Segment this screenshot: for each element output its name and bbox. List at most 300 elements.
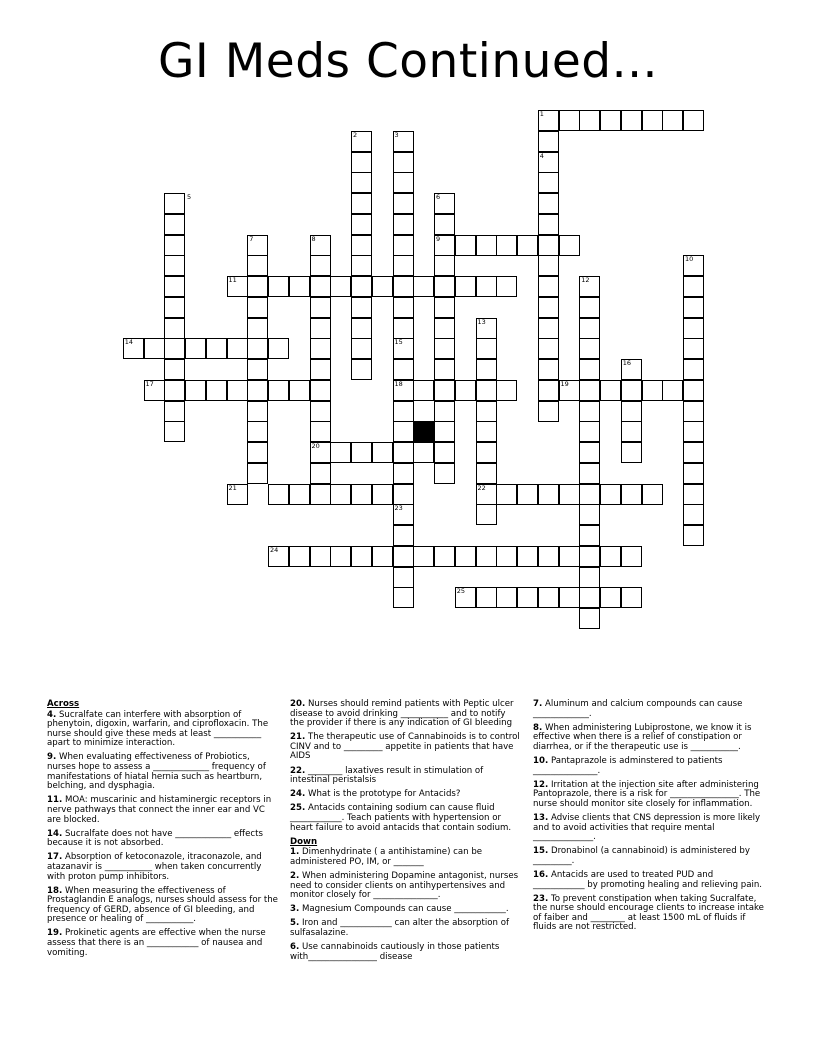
grid-cell[interactable] <box>476 235 497 256</box>
clue-number-label: 14. <box>47 828 63 839</box>
grid-cell[interactable] <box>393 276 414 297</box>
down-clues-column <box>533 700 765 937</box>
grid-cell[interactable] <box>164 380 185 401</box>
grid-cell[interactable] <box>393 255 414 276</box>
clue-number: 24 <box>270 545 279 554</box>
clue-number: 10 <box>685 255 694 264</box>
grid-cell[interactable] <box>393 421 414 442</box>
grid-cell[interactable] <box>476 276 497 297</box>
clue-text: Use cannabinoids cautiously in those patients with________________ disease <box>290 941 500 962</box>
clue-number-label: 16. <box>533 869 549 880</box>
grid-cell[interactable] <box>434 546 455 567</box>
clue-number-label: 10. <box>533 755 549 766</box>
grid-cell[interactable] <box>310 338 331 359</box>
grid-cell[interactable] <box>413 546 434 567</box>
grid-cell[interactable] <box>268 276 289 297</box>
grid-cell[interactable] <box>351 172 372 193</box>
clue-number-label: 13. <box>533 812 549 823</box>
grid-cell[interactable] <box>455 235 476 256</box>
grid-cell[interactable] <box>559 110 580 131</box>
grid-cell[interactable] <box>310 463 331 484</box>
grid-cell[interactable] <box>330 442 351 463</box>
clue-number: 21 <box>228 483 237 492</box>
clue-text: What is the prototype for Antacids? <box>305 789 461 800</box>
grid-cell[interactable] <box>164 318 185 339</box>
grid-cell[interactable] <box>496 276 517 297</box>
grid-cell[interactable] <box>434 297 455 318</box>
grid-cell[interactable] <box>579 359 600 380</box>
grid-cell[interactable] <box>310 401 331 422</box>
clue-number-label: 22. <box>290 765 306 776</box>
clue-text: Sucralfate does not have _____________ effects because it is not absorbed. <box>47 828 263 849</box>
grid-cell[interactable] <box>393 525 414 546</box>
grid-cell[interactable] <box>247 359 268 380</box>
grid-cell[interactable] <box>372 276 393 297</box>
grid-cell[interactable] <box>393 567 414 588</box>
grid-cell[interactable] <box>538 214 559 235</box>
grid-cell[interactable] <box>538 359 559 380</box>
grid-cell[interactable] <box>683 525 704 546</box>
grid-cell[interactable] <box>496 235 517 256</box>
grid-cell[interactable] <box>683 359 704 380</box>
grid-cell[interactable] <box>476 380 497 401</box>
grid-cell[interactable] <box>310 380 331 401</box>
grid-cell[interactable] <box>538 380 559 401</box>
clue-number: 20 <box>311 442 320 450</box>
clue-text: When administering Dopamine antagonist, nurses need to consider clients on antihypertensives and monitor closely for _______________. <box>290 870 519 901</box>
across-down-clues-column <box>290 700 522 967</box>
clue-number: 6 <box>436 193 441 201</box>
grid-cell[interactable] <box>393 401 414 422</box>
clue-text: MOA: muscarinic and histaminergic receptors in nerve pathways that connect the inner ear and VC are blocked. <box>47 795 272 825</box>
grid-cell[interactable] <box>517 484 538 505</box>
clue-text: When evaluating effectiveness of Probiotics, nurses hope to assess a _____________ frequency of manifestations of hiatal hernia such as heartburn, belching, and dysphagia. <box>47 752 266 792</box>
clue-number: 17 <box>145 379 154 388</box>
clue-number: 12 <box>581 276 590 284</box>
grid-cell[interactable] <box>393 172 414 193</box>
grid-cell[interactable] <box>476 338 497 359</box>
grid-cell[interactable] <box>289 484 310 505</box>
grid-cell[interactable] <box>310 318 331 339</box>
grid-cell[interactable] <box>351 484 372 505</box>
grid-cell[interactable] <box>268 338 289 359</box>
grid-cell[interactable] <box>621 587 642 608</box>
grid-cell[interactable] <box>538 193 559 214</box>
grid-cell[interactable] <box>351 297 372 318</box>
grid-cell[interactable] <box>476 359 497 380</box>
clue <box>47 929 279 958</box>
grid-cell[interactable] <box>351 255 372 276</box>
grid-cell[interactable] <box>559 587 580 608</box>
clue-number: 19 <box>560 379 569 388</box>
grid-cell[interactable] <box>372 484 393 505</box>
grid-cell[interactable] <box>621 442 642 463</box>
grid-cell[interactable] <box>351 359 372 380</box>
clue-number: 16 <box>622 359 632 367</box>
clue-text: Iron and ____________ can alter the absorption of sulfasalazine. <box>290 918 509 938</box>
grid-cell[interactable] <box>393 546 414 567</box>
grid-cell[interactable] <box>434 214 455 235</box>
clue-number: 4 <box>539 151 544 160</box>
clue-number: 2 <box>353 130 358 139</box>
clue-number: 22 <box>477 483 486 492</box>
grid-cell[interactable] <box>538 297 559 318</box>
clue-text: When administering Lubiprostone, we know it is effective when there is a relief of constipation or diarrhea, or if the therapeutic use is ___________. <box>533 722 752 752</box>
grid-cell[interactable] <box>538 255 559 276</box>
grid-cell[interactable] <box>227 338 248 359</box>
page-title: GI Meds Continued... <box>158 34 658 89</box>
grid-cell[interactable] <box>351 235 372 256</box>
grid-cell[interactable] <box>268 484 289 505</box>
grid-cell[interactable] <box>413 442 434 463</box>
grid-cell[interactable] <box>393 152 414 173</box>
black-cell <box>413 421 434 442</box>
clue <box>533 724 765 753</box>
grid-cell[interactable] <box>164 193 185 214</box>
clue-number-label: 24. <box>290 789 306 800</box>
grid-cell[interactable] <box>164 338 185 359</box>
clue-text: Irritation at the injection site after administering Pantoprazole, there is a risk for ________________. The nurse should monitor site closely for inflammation. <box>533 779 761 809</box>
grid-cell[interactable] <box>330 484 351 505</box>
grid-cell[interactable] <box>600 546 621 567</box>
clue-text: Sucralfate can interfere with absorption of phenytoin, digoxin, warfarin, and ciprofloxacin. The nurse should give these meds at least ___________ apart to minimize interaction. <box>47 709 269 749</box>
grid-cell[interactable] <box>579 608 600 629</box>
grid-cell[interactable] <box>600 110 621 131</box>
grid-cell[interactable] <box>496 587 517 608</box>
clue <box>290 905 522 915</box>
grid-cell[interactable] <box>247 255 268 276</box>
grid-cell[interactable] <box>310 421 331 442</box>
grid-cell[interactable] <box>579 110 600 131</box>
grid-cell[interactable] <box>683 380 704 401</box>
grid-cell[interactable] <box>579 421 600 442</box>
clue-number-label: 9. <box>47 752 57 763</box>
clue-number-label: 2. <box>290 870 300 881</box>
grid-cell[interactable] <box>579 504 600 525</box>
grid-cell[interactable] <box>476 442 497 463</box>
grid-cell[interactable] <box>393 359 414 380</box>
grid-cell[interactable] <box>683 338 704 359</box>
grid-cell[interactable] <box>642 484 663 505</box>
grid-cell[interactable] <box>310 484 331 505</box>
grid-cell[interactable] <box>517 587 538 608</box>
clue <box>47 796 279 825</box>
grid-cell[interactable] <box>434 276 455 297</box>
grid-cell[interactable] <box>393 297 414 318</box>
grid-cell[interactable] <box>517 546 538 567</box>
clue-number-label: 1. <box>290 847 300 858</box>
grid-cell[interactable] <box>683 442 704 463</box>
grid-cell[interactable] <box>538 131 559 152</box>
clue <box>533 814 765 843</box>
grid-cell[interactable] <box>621 546 642 567</box>
clue <box>290 700 522 729</box>
grid-cell[interactable] <box>289 546 310 567</box>
grid-cell[interactable] <box>538 546 559 567</box>
grid-cell[interactable] <box>621 421 642 442</box>
clue-text: Dronabinol (a cannabinoid) is administered by _________. <box>533 846 750 866</box>
clue <box>533 871 765 890</box>
clue-text: Prokinetic agents are effective when the nurse assess that there is an ____________ of nausea and vomiting. <box>47 928 266 958</box>
clue-text: Nurses should remind patients with Peptic ulcer disease to avoid drinking ___________ and to notify the provider if there is any indication of GI bleeding <box>290 699 514 729</box>
grid-cell[interactable] <box>538 484 559 505</box>
clue <box>533 781 765 810</box>
clue-number-label: 6. <box>290 941 300 952</box>
grid-cell[interactable] <box>268 380 289 401</box>
clue <box>47 830 279 849</box>
grid-cell[interactable] <box>621 401 642 422</box>
grid-cell[interactable] <box>476 504 497 525</box>
grid-cell[interactable] <box>393 193 414 214</box>
grid-cell[interactable] <box>496 546 517 567</box>
clue-number-label: 21. <box>290 732 306 743</box>
grid-cell[interactable] <box>600 587 621 608</box>
grid-cell[interactable] <box>393 587 414 608</box>
grid-cell[interactable] <box>351 214 372 235</box>
grid-cell[interactable] <box>476 401 497 422</box>
clue <box>290 804 522 833</box>
clue-text: When measuring the effectiveness of Prostaglandin E analogs, nurses should assess for the frequency of GERD, absence of GI bleeding, and presence or healing of ___________. <box>47 885 278 925</box>
clue-number-label: 4. <box>47 709 57 720</box>
clue-number-label: 12. <box>533 779 549 790</box>
grid-cell[interactable] <box>289 276 310 297</box>
grid-cell[interactable] <box>247 297 268 318</box>
grid-cell[interactable] <box>621 380 642 401</box>
grid-cell[interactable] <box>600 380 621 401</box>
grid-cell[interactable] <box>662 380 683 401</box>
grid-cell[interactable] <box>455 276 476 297</box>
grid-cell[interactable] <box>393 235 414 256</box>
grid-cell[interactable] <box>517 235 538 256</box>
grid-cell[interactable] <box>164 421 185 442</box>
grid-cell[interactable] <box>434 338 455 359</box>
grid-cell[interactable] <box>310 255 331 276</box>
grid-cell[interactable] <box>559 235 580 256</box>
clue <box>47 853 279 882</box>
grid-cell[interactable] <box>247 421 268 442</box>
grid-cell[interactable] <box>579 463 600 484</box>
clue-list-across-1 <box>47 711 279 959</box>
clue-number-label: 5. <box>290 918 300 929</box>
grid-cell[interactable] <box>579 380 600 401</box>
clue-text: Dimenhydrinate ( a antihistamine) can be administered PO, IM, or _______ <box>290 847 483 867</box>
grid-cell[interactable] <box>372 442 393 463</box>
grid-cell[interactable] <box>579 297 600 318</box>
grid-cell[interactable] <box>310 359 331 380</box>
grid-cell[interactable] <box>559 484 580 505</box>
grid-cell[interactable] <box>185 338 206 359</box>
grid-cell[interactable] <box>310 276 331 297</box>
grid-cell[interactable] <box>289 380 310 401</box>
clue-number: 25 <box>456 587 466 596</box>
grid-cell[interactable] <box>247 401 268 422</box>
clue <box>47 753 279 791</box>
grid-cell[interactable] <box>683 401 704 422</box>
grid-cell[interactable] <box>247 463 268 484</box>
clue-number: 23 <box>394 504 403 513</box>
grid-cell[interactable] <box>683 318 704 339</box>
clue-text: ________ laxatives result in stimulation of intestinal peristalsis <box>290 765 484 786</box>
grid-cell[interactable] <box>683 297 704 318</box>
grid-cell[interactable] <box>164 401 185 422</box>
clue-text: Antacids containing sodium can cause fluid ____________. Teach patients with hypertension or heart failure to avoid antacids that contain sodium. <box>290 803 512 833</box>
clue-text: Advise clients that CNS depression is more likely and to avoid activities that require mental ______________. <box>533 812 761 843</box>
clue <box>290 790 522 800</box>
grid-cell[interactable] <box>310 546 331 567</box>
grid-cell[interactable] <box>683 484 704 505</box>
clue-number-label: 20. <box>290 699 306 709</box>
grid-cell[interactable] <box>579 567 600 588</box>
clue-number: 15 <box>394 338 403 347</box>
grid-cell[interactable] <box>476 463 497 484</box>
grid-cell[interactable] <box>185 380 206 401</box>
grid-cell[interactable] <box>351 152 372 173</box>
grid-cell[interactable] <box>683 276 704 297</box>
grid-cell[interactable] <box>434 359 455 380</box>
grid-cell[interactable] <box>476 587 497 608</box>
grid-cell[interactable] <box>496 484 517 505</box>
grid-cell[interactable] <box>600 484 621 505</box>
grid-cell[interactable] <box>164 255 185 276</box>
grid-cell[interactable] <box>351 318 372 339</box>
clue <box>290 872 522 901</box>
clue <box>47 887 279 925</box>
clue-list-down-1 <box>290 848 522 962</box>
grid-cell[interactable] <box>538 338 559 359</box>
grid-cell[interactable] <box>393 318 414 339</box>
clue-text: The therapeutic use of Cannabinoids is to control CINV and to _________ appetite in patients that have AIDS <box>290 732 520 762</box>
grid-cell[interactable] <box>413 276 434 297</box>
grid-cell[interactable] <box>393 484 414 505</box>
grid-cell[interactable] <box>496 380 517 401</box>
grid-cell[interactable] <box>579 587 600 608</box>
clue-text: Aluminum and calcium compounds can cause _____________. <box>533 699 743 719</box>
grid-cell[interactable] <box>476 421 497 442</box>
clue-list-down-2 <box>533 700 765 933</box>
grid-cell[interactable] <box>476 546 497 567</box>
grid-cell[interactable] <box>393 463 414 484</box>
clue <box>290 943 522 962</box>
grid-cell[interactable] <box>579 525 600 546</box>
clue-number: 7 <box>249 234 254 243</box>
clue <box>533 757 765 776</box>
clue-number: 3 <box>394 130 399 139</box>
clue-text: Absorption of ketoconazole, itraconazole, and atazanavir is ___________ when taken concurrently with proton pump inhibitors. <box>47 852 262 882</box>
grid-cell[interactable] <box>144 338 165 359</box>
clue-number: 1 <box>539 110 544 118</box>
grid-cell[interactable] <box>247 442 268 463</box>
clue-number: 11 <box>228 276 237 284</box>
grid-cell[interactable] <box>206 380 227 401</box>
grid-cell[interactable] <box>164 235 185 256</box>
grid-cell[interactable] <box>164 359 185 380</box>
grid-cell[interactable] <box>434 401 455 422</box>
grid-cell[interactable] <box>351 442 372 463</box>
clue <box>290 733 522 762</box>
grid-cell[interactable] <box>247 338 268 359</box>
clue-list-across-2 <box>290 700 522 833</box>
grid-cell[interactable] <box>393 214 414 235</box>
grid-cell[interactable] <box>434 380 455 401</box>
clue-number-label: 17. <box>47 852 63 863</box>
grid-cell[interactable] <box>434 318 455 339</box>
grid-cell[interactable] <box>538 401 559 422</box>
clue <box>47 711 279 749</box>
grid-cell[interactable] <box>683 463 704 484</box>
grid-cell[interactable] <box>164 297 185 318</box>
grid-cell[interactable] <box>247 276 268 297</box>
grid-cell[interactable] <box>206 338 227 359</box>
grid-cell[interactable] <box>579 442 600 463</box>
clue-number: 5 <box>187 193 192 201</box>
grid-cell[interactable] <box>683 110 704 131</box>
clue-number: 18 <box>394 379 403 388</box>
grid-cell[interactable] <box>538 235 559 256</box>
grid-cell[interactable] <box>683 504 704 525</box>
grid-cell[interactable] <box>642 110 663 131</box>
across-clues-column <box>47 700 279 963</box>
grid-cell[interactable] <box>227 380 248 401</box>
grid-cell[interactable] <box>579 546 600 567</box>
clue-number: 14 <box>124 338 134 347</box>
clue-text: Antacids are used to treated PUD and ____________ by promoting healing and relieving pain. <box>533 869 763 890</box>
grid-cell[interactable] <box>538 318 559 339</box>
grid-cell[interactable] <box>455 380 476 401</box>
grid-cell[interactable] <box>351 193 372 214</box>
clue-number-label: 8. <box>533 722 543 733</box>
clue <box>533 700 765 719</box>
grid-cell[interactable] <box>164 276 185 297</box>
grid-cell[interactable] <box>662 110 683 131</box>
grid-cell[interactable] <box>621 484 642 505</box>
grid-cell[interactable] <box>683 421 704 442</box>
grid-cell[interactable] <box>351 546 372 567</box>
grid-cell[interactable] <box>538 276 559 297</box>
grid-cell[interactable] <box>579 484 600 505</box>
grid-cell[interactable] <box>434 421 455 442</box>
grid-cell[interactable] <box>393 442 414 463</box>
grid-cell[interactable] <box>642 380 663 401</box>
grid-cell[interactable] <box>538 587 559 608</box>
grid-cell[interactable] <box>434 442 455 463</box>
clue-text: Magnesium Compounds can cause ____________. <box>299 904 509 915</box>
grid-cell[interactable] <box>351 276 372 297</box>
grid-cell[interactable] <box>434 255 455 276</box>
grid-cell[interactable] <box>538 172 559 193</box>
grid-cell[interactable] <box>310 297 331 318</box>
clue-number-label: 18. <box>47 885 63 896</box>
grid-cell[interactable] <box>330 546 351 567</box>
grid-cell[interactable] <box>247 380 268 401</box>
clue-number-label: 25. <box>290 803 306 814</box>
grid-cell[interactable] <box>330 276 351 297</box>
grid-cell[interactable] <box>351 338 372 359</box>
grid-cell[interactable] <box>413 380 434 401</box>
grid-cell[interactable] <box>559 546 580 567</box>
clue-number: 8 <box>311 234 316 243</box>
grid-cell[interactable] <box>247 318 268 339</box>
grid-cell[interactable] <box>372 546 393 567</box>
grid-cell[interactable] <box>455 546 476 567</box>
clue <box>290 767 522 786</box>
grid-cell[interactable] <box>434 463 455 484</box>
grid-cell[interactable] <box>579 401 600 422</box>
grid-cell[interactable] <box>621 110 642 131</box>
grid-cell[interactable] <box>579 338 600 359</box>
grid-cell[interactable] <box>164 214 185 235</box>
clue-text: Pantaprazole is adminstered to patients _______________. <box>533 755 723 776</box>
grid-cell[interactable] <box>579 318 600 339</box>
